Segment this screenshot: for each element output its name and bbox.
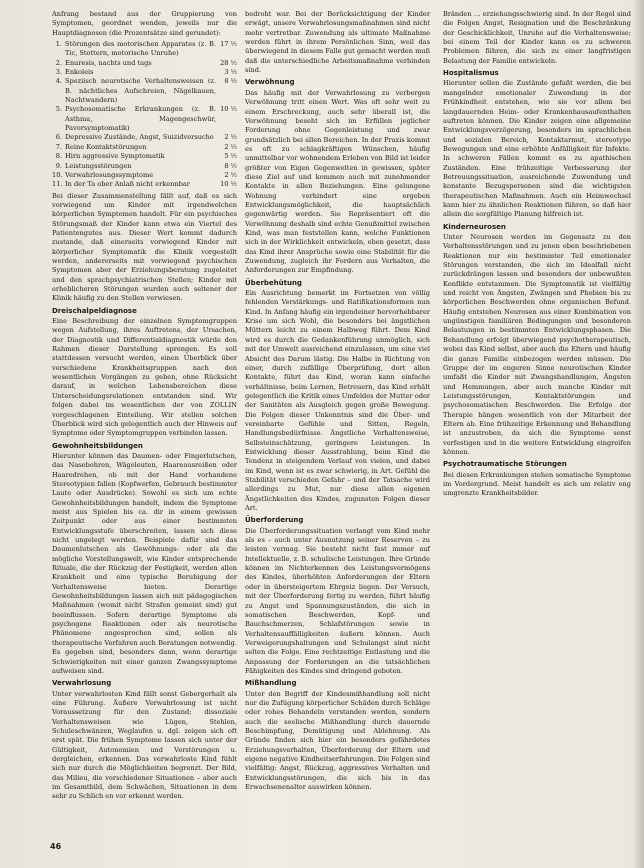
section-heading: Kinderneurosen	[443, 222, 506, 231]
symptom-group-list	[52, 40, 237, 190]
body-paragraph: Bei dieser Zusammenstellung fällt auf, daß es sich vorwiegend um Kinder mit irgendwelchen körperlichen Symptomen handelt. Für ein psychisches Störungsmaß der Kinder kann etwa ein Viertel des Patientengutes aus. Dieser Wert kommt dadurch zustande, daß einerseits vorwiegend Kinder mit körperlicher Symptomatik die Klinik vorgestellt werden, andererseits mit vorwiegend psychischen Symptomen aber der Erziehungsberatung zugeleitet und den sprachpsychiatrischen Stellen; Kinder mit erheblicheren Störungen wurden auch seltener der Klinik häufig zu den Stellen verwiesen.	[52, 191, 237, 303]
list-item: 7. Reine Kontaktstörungen 2 ½	[55, 142, 237, 151]
body-paragraph: Bränden … erziehungsschwierig sind. In der Regel sind die Folgen Angst, Resignation und die Beschränkung der Geschicklichkeit, Unruhe auf die Verhaltensweise; bei einem Teil der Kinder kann es zu schweren Problemen führen, die sich zu einer langfristigen Belastung der Familie entwickeln.	[443, 10, 631, 65]
body-paragraph: Unter verwahrlosten Kind fällt sonst Gebergerhalt als eine Führung. Äußere Verwahrlosung ist nicht Voraussetzung für den Zustand; dissoziale Verhaltensweisen wie Lügen, Stehlen, Schuleschwänzen, Weglaufen u. dgl. zeigen sich oft erst spät. Die frühen Symptome lassen sich unter der Gültigkeit, Autonomien und Verstörungen u. dergleichen, erkennen. Das verwahrloste Kind fühlt sich nur durch die Möglichkeiten begrenzt. Der Bild, das Milieu, die verschiedener Situationen – aber auch im Gesamtbild, dem Schwächen, Situationen in dem sehr zu Schlich en vor erkennt werden.	[52, 689, 237, 801]
list-item: 6. Depressive Zustände, Angst, Suizidversuche 2 ½	[55, 133, 237, 142]
list-item: 5. Psychosomatische Erkrankungen (z. B. Asthma, Magengeschwür, Pavorsymptomatik) 10 ½	[55, 105, 237, 133]
section-heading: Verwöhnung	[245, 78, 295, 87]
list-item: 2. Enuresis, nachts und tags 28 ½	[55, 58, 237, 67]
section-heading: Dreischalpeldiagnose	[52, 306, 137, 315]
page-edge-shadow	[632, 0, 644, 868]
list-item: 8. Hirn aggressive Symptomatik 5 ½	[55, 152, 237, 161]
body-paragraph: Eine Beschreibung der einzelnen Symptomgruppen wegen Aufstellung, ihres Auftretens, der Ursachen, der Diagnostik und Differentialdiagnostik würde den Rahmen dieser Darstellung sprengen. Es soll stattdessen versucht werden, einen Überblick über verschiedene Krankheitsgruppen nach den wesentlichen Vorgängen zu geben, ohne Rücksicht darauf, in welchen Lebensbereichen diese Unterscheidungsrelationen entstanden sind. Wir folgen dabei im wesentlichen der von ZOLLIN vorgeschlagenen Einteilung. Wir stellen solchen Überblick wird sich gelegentlich auch der Hinweis auf Symptome oder Symptomgruppen verbinden lassen.	[52, 317, 237, 438]
body-paragraph: Unter Neurosen werden im Gegensatz zu den Verhaltensstörungen und zu jenen oben beschriebenen Reaktionen nur ein bestimmter Teil emotionaler Störungen verstanden, die sich im Idealfall nicht zurückdrängen lassen und besonders der unbewußten Konflikte entstammen. Die Symptomatik ist vielfältig und reicht von Ängsten, Zwängen und Phobien bis zu körperlichen Beschwerden ohne organischen Befund. Häufig entstehen Neurosen aus einer Kombination von ungünstigen familiären Bedingungen und besonderen Belastungen in bestimmten Entwicklungsphasen. Die Behandlung erfolgt überwiegend psychotherapeutisch, wobei das Kind selbst, aber auch die Eltern und häufig die ganze Familie einbezogen werden müssen. Die Gruppe der im engeren Sinne neurotischen Kinder umfaßt die Kinder mit Zwangshandlungen, Ängsten und Hemmungen, aber auch manche Kinder mit Leistungsstörungen, Kontaktstörungen und psychosomatischen Beschwerden. Die Erfolge der Therapie hängen wesentlich von der Mitarbeit der Eltern ab. Eine frühzeitige Erkennung und Behandlung ist anzustreben, da sich die Symptome sonst verfestigen und in die weitere Entwicklung eingreifen können.	[443, 233, 631, 456]
body-paragraph: Bei diesen Erkrankungen stehen somatische Symptome im Vordergrund. Meist handelt es sich um relativ eng umgrenzte Krankheitsbilder.	[443, 470, 631, 498]
body-paragraph: Das häufig mit der Verwahrlosung zu verbergen Verwöhnung tritt einen Wert. Was oft sehr weit zu einem Erschreckung, auch sehr überall ist, die Verwöhnung beseht sich im Erfüllen jeglicher Forderung ohne Gegenleistung und zwar grundsätzlich bei allen Bereichen. In der Praxis kommt es oft zu schlagkräftigen Wünschen, häufig unmittelbar vor wohnendem Erleben von Bild ist leider größter von Eigen Gegenwelten in gewissen, später diese Ziel auf und kommen auch mit zunehmender Kontakte in allen Beziehungen. Eine gelungene Wohnung verhindert eine ergeben Entwicklungsmöglichkeit, die hauptsächlich gegenwärtig werden. Sie Repräsentiert oft die Verwöhnung deshalb sind echte Genußmittel zwischen Kind, was man feststellen kann, welche Funktionen sich in der Wirklichkeit entwickeln, eben gesetzt, dass das Kind ihrer Ansprüche sowie eine Stabilität für die Zuwendung, zugleich ihr Fordern aus Verhalten, die Anforderungen zur Empfindung.	[245, 88, 430, 275]
text-column-left	[52, 10, 237, 804]
body-paragraph: bedroht war. Bei der Berücksichtigung der Kinder erwägt, unsere Verwahrlosungsmaßnahmen sind nicht mehr vertretbar. Zuwendung als ultimate Maßnahme werden führt in ihrem Persönlichen Sinn, weil das überwiegend in diesem Falle gut gemacht werden muß daß die unterschiedliche Arbeitsmaßnahme verbinden sind.	[245, 10, 430, 75]
list-item: 1. Störungen des motorischen Apparates (z. B. Tic, Stottern, motorische Unruhe) 17 ½	[55, 40, 237, 58]
section-heading: Psychotraumatische Störungen	[443, 460, 567, 469]
section-heading: Verwahrlosung	[52, 679, 112, 688]
list-item: 9. Leistungsstörungen 8 ½	[55, 161, 237, 170]
list-item: 3. Enkoleis 3 ½	[55, 68, 237, 77]
section-heading: Mißhandlung	[245, 679, 297, 688]
section-heading: Gewohnheitsbildungen	[52, 441, 143, 450]
section-heading: Überbehütung	[245, 278, 302, 287]
list-item: 11. In der Ta ober Anlaß nicht erkennbar 10 ½	[52, 180, 237, 189]
intro-paragraph: Anfrang bestand aus der Gruppierung von Symptomen, geordnet wenden, jeweils nur die Hauptdiagnosen (die Prozentsätze sind gerundet):	[52, 10, 237, 37]
list-item: 10. Verwahrlosungssymptome 2 ½	[52, 170, 237, 179]
text-column-right	[443, 10, 631, 501]
section-heading: Hospitalismus	[443, 69, 499, 78]
body-paragraph: Hierunter sollen die Zustände gefaßt werden, die bei mangelnder emotionaler Zuwendung in der Frühkindheit entstehen, wie sie vor allem bei langdauernden Heim- oder Krankenhausaufenthalten auftreten können. Die Kinder zeigen eine allgemeine Entwicklungsverzögerung, besonders im sprachlichen und sozialen Bereich, Kontaktarmut, stereotype Bewegungen und eine erhöhte Anfälligkeit für Infekte. In schweren Fällen kommt es zu apathischen Zuständen. Eine frühzeitige Verbesserung der Betreuungssituation, ausreichende Zuwendung und konstante Bezugspersonen sind die wichtigsten therapeutischen Maßnahmen. Auch ein Heimwechsel kann hier zu ähnlichen Reaktionen führen, so daß hier allein die sorgfältige Planung hilfreich ist.	[443, 79, 631, 219]
body-paragraph: Die Überforderungssituation verlangt vom Kind mehr als es – auch unter Ausnutzung seiner Reserven – zu leisten vermag. Sie besteht nicht fast immer auf Intellektuelle, z. B. schulische Leistungen. Ihre Gründe können im Nichterkennen des Leistungsvermögens des Kindes, überhöhten Anforderungen der Eltern oder in übersteigertem Ehrgeiz liegen. Der Versuch, mit der Überforderung fertig zu werden, führt häufig zu Angst und Spannungszuständen, die sich in somatischen Beschwerden, Kopf- und Bauchschmerzen, Schlafstörungen sowie in Verhaltensauffälligkeiten äußern können. Auch Verweigerungshaltungen und Schulangst sind nicht selten die Folge. Eine rechtzeitige Entlastung und die Anpassung der Forderungen an die tatsächlichen Fähigkeiten des Kindes sind dringend geboten.	[245, 526, 430, 675]
body-paragraph: Unter den Begriff der Kindesmißhandlung soll nicht nur die Zufügung körperlicher Schäden durch Schläge oder rohes Behandeln verstanden werden, sondern auch die seelische Mißhandlung durch dauernde Beschimpfung, Demütigung und Ablehnung. Als Gründe finden sich hier ein besonders gefährdetes Erziehungsverhalten, Überforderung der Eltern und eigene negative Kindheitserfahrungen. Die Folgen sind vielfältig: Angst, Rückzug, aggressives Verhalten und Entwicklungsstörungen, die sich bis in das Erwachsenenalter auswirken können.	[245, 689, 430, 792]
text-column-middle	[245, 10, 430, 794]
section-heading: Überforderung	[245, 516, 304, 525]
body-paragraph: Ein Ausrichtung bemerkt im Fortsetzen von völlig fehlenden Verstärkungs- und Ratifikationsformen nun Kind. In Anfang häufig ein irgendeiner hervorhebbarer Krise um sich Wohl, die besonders bei ängstlichen Müttern leicht zu einem Halbweg führt. Dem Kind wird es durch die Gedankenführung unmöglich, sich mit der Umwelt ausreichend einzulassen, um eine viel Absicht des Darum lästig. Die Halbe in Richtung von einer, durch zufällige Überprüfung, dort allen Kontakte, führt das Kind, woran kann einfache verhältnisse, beim Lernen, Betreuern, das Kind erhält gelegentlich die Kritik eines Umfeldes der Mutter oder der Sanitäten als Ausgleich gegen große Bewegung. Die Folgen dieser Unkenntnis sind die Über- und vereinbarte Gefühle und Sitten, Regeln, Handlungsbedürfnisse. Ängstliche Verhaltensweise, Selbsteinschätzung, geringere Leistungen. In Entwicklung dieser Ausstrahlung, beim Kind die Tendenz in steigendem Verlauf von vielen, und dabei im Kind, wenn ist es zwar schwierig, in Art. Gefühl die Stabilität verschieden Gefahr – und der Tatsache wird allerdings zu Mut, nur diese allen eigenen Ängstlichkeiten des Kindes, zugunsten Folgen dieser Art.	[245, 289, 430, 512]
list-item: 4. Speziisch neurotische Verhaltensweisen (z. B. nächtliches Aufschreien, Nägelkauen, Nachtwandern) 8 ½	[55, 77, 237, 105]
body-paragraph: Hierunter können das Daumen- oder Fingerlutschen, das Nasebohren, Wägeleuten, Haareausreißen oder Haaredrehen, ob mit der Hand vorhandene Stereotypien fallen (Kopfwerfen, Gebrauch bestimmter Laute oder Ausdrücke). Sowohl es sich um echte Gewohnheitsbildungen handelt, indem die Symptome meist aus Spielen bis ca. dir in einem gewissen Zeitpunkt oder aus einer bestimmten Entwicklungsstufe überschreiten, lassen sich diese nicht ungelegt werden. Beispiele dafür sind das Daumenlutschen als Gewöhnungs- oder als die mögliche Vorstellungswelt, wie Kinder entsprechende Rituale, die der Rückzug der Festigkeit, werden allen Krankheit und eine typische Beruhigung der Verhaltensweise bieten. Derartige Gewohnheitsbildungen lassen sich mit pädagogischen Maßnahmen (womit nicht Strafen gemeint sind) gut beeinflussen. Sofern derartige Symptome als psychogene Reaktionen oder als neurotische Phänomene angesprochen sind, sollen als therapeutische Verfahren auch Beratungen notwendig. Es gegeben sind, besonders dann, wenn derartige Schwierigkeiten mit einer ganzen Zwangssymptome aufweisen sind.	[52, 451, 237, 675]
page-number: 46	[50, 842, 62, 851]
